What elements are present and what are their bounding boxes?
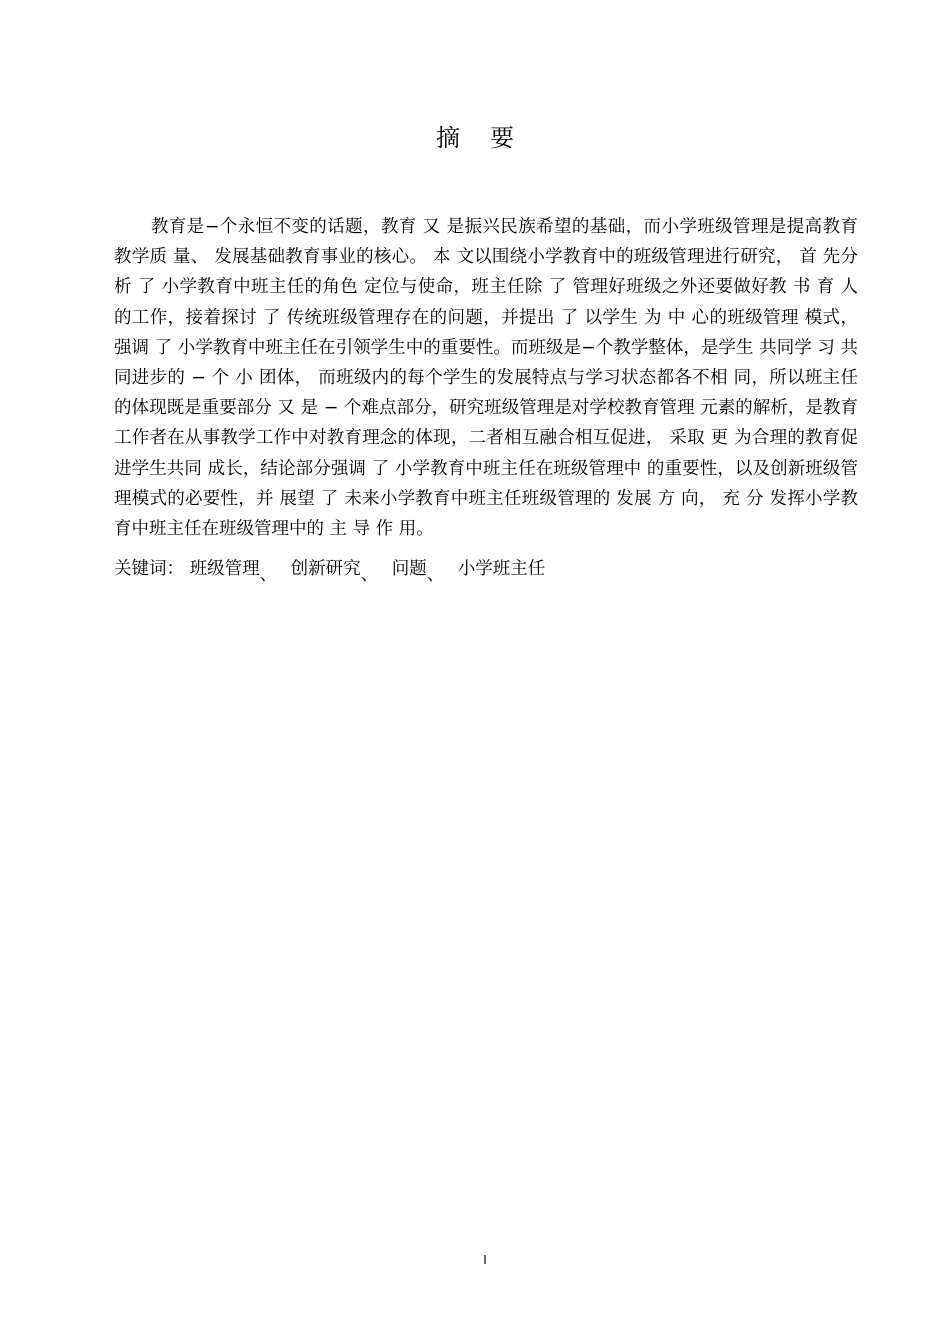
keyword-item: 班级管理 (189, 559, 260, 579)
keyword-separator: 、 (426, 565, 445, 585)
keywords-label: 关键词： (114, 559, 184, 579)
keyword-item: 小学班主任 (457, 559, 546, 579)
keyword-item: 问题 (391, 559, 427, 579)
page-number: I (483, 1253, 487, 1267)
abstract-title: 摘要 (436, 124, 544, 152)
keyword-separator: 、 (360, 565, 379, 585)
abstract-body: 教育是−个永恒不变的话题，教育 又 是振兴民族希望的基础，而小学班级管理是提高教育教学质 量、 发展基础教育事业的核心。 本 文以围绕小学教育中的班级管理进行研究， 首 先分析 了 小学教育中班主任的角色 定位与使命，班主任除 了 管理好班级之外还要做好教 书 育 人的工作，接着探讨 了 传统班级管理存在的问题，并提出 了 以学生 为 中 心的班级管理 模式，强调 了 小学教育中班主任在引领学生中的重要性。而班级是−个教学整体，是学生 共同学 习 共同进步的 − 个 小 团体， 而班级内的每个学生的发展特点与学习状态都各不相 同，所以班主任的体现既是重要部分 又 是 − 个难点部分，研究班级管理是对学校教育管理 元素的解析，是教育工作者在从事教学工作中对教育理念的体现，二者相互融合相互促进， 采取 更 为合理的教育促进学生共同 成长，结论部分强调 了 小学教育中班主任在班级管理中 的重要性，以及创新班级管理模式的必要性，并 展望 了 未来小学教育中班主任班级管理的 发展 方 向， 充 分 发挥小学教育中班主任在班级管理中的 主 导 作 用。 (114, 217, 858, 540)
keyword-item: 创新研究 (290, 559, 361, 579)
keyword-separator: 、 (259, 565, 278, 585)
keywords-line (114, 554, 858, 584)
